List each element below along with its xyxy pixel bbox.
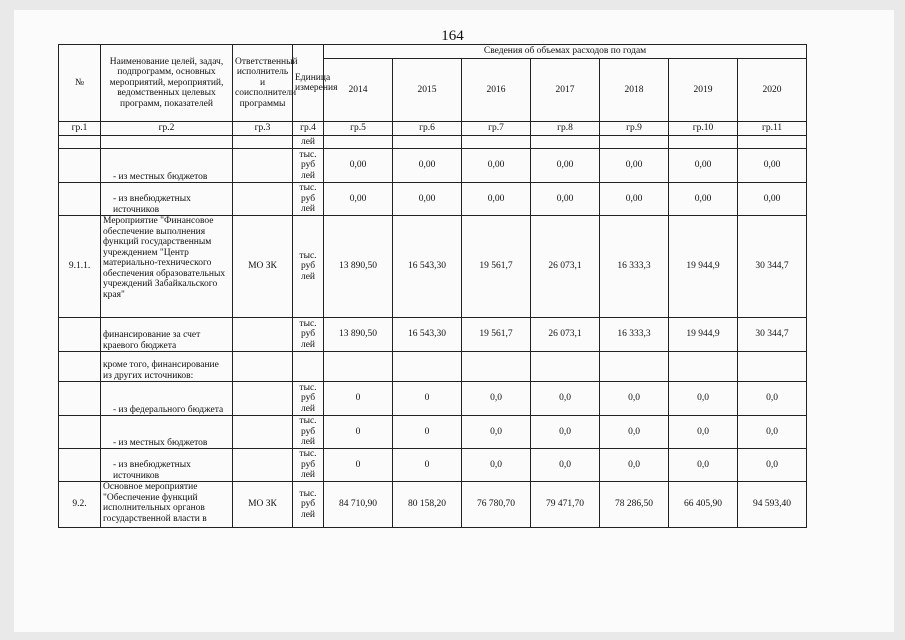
row-value: 0,00: [393, 183, 462, 216]
row-name: Мероприятие "Финансовое обеспечение выполнения функций государственным учреждением "Центр материально-технического обеспечения образовательных учреждений Забайкальского края": [101, 216, 233, 318]
row-value: 79 471,70: [531, 482, 600, 528]
row-value: 0,00: [462, 183, 531, 216]
row-value: 0,0: [738, 449, 807, 482]
table-row: [59, 482, 807, 528]
row-value: 0,0: [531, 449, 600, 482]
row-value: 19 561,7: [462, 318, 531, 352]
table-row: [59, 183, 807, 216]
row-name: финансирование за счет краевого бюджета: [101, 318, 233, 352]
header-year: 2014: [324, 59, 393, 122]
row-value: 0,00: [324, 149, 393, 183]
row-value: 0,0: [738, 416, 807, 449]
row-num: [59, 449, 101, 482]
col-index: гр.8: [531, 122, 600, 136]
row-num: [59, 318, 101, 352]
row-num: [59, 382, 101, 416]
table-row: [59, 216, 807, 318]
row-value: 0,0: [738, 382, 807, 416]
header-num: №: [59, 45, 101, 122]
row-name: - из местных бюджетов: [101, 416, 233, 449]
row-value: 19 561,7: [462, 216, 531, 318]
row-responsible: [233, 149, 293, 183]
row-value: 0: [393, 449, 462, 482]
row-value: [738, 136, 807, 149]
row-value: 0: [324, 449, 393, 482]
row-value: 0: [393, 416, 462, 449]
row-unit: тыс. руб лей: [293, 149, 324, 183]
row-responsible: [233, 416, 293, 449]
row-value: 16 333,3: [600, 216, 669, 318]
row-value: [600, 352, 669, 382]
row-value: 13 890,50: [324, 318, 393, 352]
col-index: гр.3: [233, 122, 293, 136]
row-value: 84 710,90: [324, 482, 393, 528]
row-value: 66 405,90: [669, 482, 738, 528]
table-row: [59, 149, 807, 183]
row-name: - из внебюджетных источников: [101, 183, 233, 216]
row-name: - из местных бюджетов: [101, 149, 233, 183]
row-value: [462, 136, 531, 149]
row-value: 0,00: [531, 149, 600, 183]
row-num: 9.2.: [59, 482, 101, 528]
header-year: 2019: [669, 59, 738, 122]
table-row: [59, 416, 807, 449]
row-responsible: МО ЗК: [233, 482, 293, 528]
col-index: гр.2: [101, 122, 233, 136]
table-row: [59, 318, 807, 352]
row-value: 0,0: [669, 416, 738, 449]
row-value: [324, 136, 393, 149]
row-value: 76 780,70: [462, 482, 531, 528]
row-value: [600, 136, 669, 149]
row-value: 0: [393, 382, 462, 416]
row-value: [324, 352, 393, 382]
row-unit: тыс. руб лей: [293, 449, 324, 482]
row-num: 9.1.1.: [59, 216, 101, 318]
row-value: 30 344,7: [738, 216, 807, 318]
row-num: [59, 149, 101, 183]
row-value: 0,0: [462, 382, 531, 416]
row-value: 80 158,20: [393, 482, 462, 528]
row-value: 0,0: [669, 449, 738, 482]
row-unit: тыс. руб лей: [293, 216, 324, 318]
row-unit: тыс. руб лей: [293, 482, 324, 528]
row-name: [101, 136, 233, 149]
row-value: 0,0: [600, 449, 669, 482]
row-num: [59, 416, 101, 449]
header-name: Наименование целей, задач, подпрограмм, основных мероприятий, мероприятий, ведомственных целевых программ, показателей: [101, 45, 233, 122]
col-index: гр.11: [738, 122, 807, 136]
row-responsible: [233, 449, 293, 482]
row-num: [59, 183, 101, 216]
row-value: [462, 352, 531, 382]
header-years-group: Сведения об объемах расходов по годам: [324, 45, 807, 59]
row-name: - из федерального бюджета: [101, 382, 233, 416]
row-unit: [293, 352, 324, 382]
table-row: [59, 136, 807, 149]
row-value: [531, 352, 600, 382]
row-value: 0,0: [462, 416, 531, 449]
row-value: 0,00: [393, 149, 462, 183]
row-value: [669, 352, 738, 382]
header-unit: Единица измерения: [293, 45, 324, 122]
row-value: 0,00: [324, 183, 393, 216]
row-responsible: [233, 136, 293, 149]
header-year: 2020: [738, 59, 807, 122]
row-num: [59, 136, 101, 149]
table-row: [59, 449, 807, 482]
col-index: гр.7: [462, 122, 531, 136]
row-value: 0,0: [669, 382, 738, 416]
row-value: 0,0: [531, 416, 600, 449]
header-year: 2015: [393, 59, 462, 122]
row-value: 0,00: [462, 149, 531, 183]
row-value: 16 333,3: [600, 318, 669, 352]
row-value: 0,00: [738, 149, 807, 183]
row-responsible: [233, 318, 293, 352]
header-year: 2018: [600, 59, 669, 122]
row-value: 13 890,50: [324, 216, 393, 318]
row-responsible: [233, 382, 293, 416]
row-value: 0,0: [600, 416, 669, 449]
header-year: 2017: [531, 59, 600, 122]
row-value: 0,00: [738, 183, 807, 216]
col-index: гр.9: [600, 122, 669, 136]
row-value: 30 344,7: [738, 318, 807, 352]
row-value: 0,0: [462, 449, 531, 482]
row-value: 0,0: [600, 382, 669, 416]
row-value: 0: [324, 416, 393, 449]
expenditure-table: [58, 44, 807, 528]
row-responsible: [233, 352, 293, 382]
row-unit: тыс. руб лей: [293, 382, 324, 416]
row-responsible: [233, 183, 293, 216]
row-unit: тыс. руб лей: [293, 416, 324, 449]
row-value: 19 944,9: [669, 216, 738, 318]
row-value: [738, 352, 807, 382]
row-value: 0,00: [669, 149, 738, 183]
col-index: гр.6: [393, 122, 462, 136]
row-num: [59, 352, 101, 382]
row-value: 26 073,1: [531, 318, 600, 352]
row-value: 19 944,9: [669, 318, 738, 352]
col-index: гр.4: [293, 122, 324, 136]
row-value: 0,00: [669, 183, 738, 216]
header-responsible: Ответственный исполнитель и соисполнители программы: [233, 45, 293, 122]
row-value: 26 073,1: [531, 216, 600, 318]
row-value: [393, 136, 462, 149]
row-value: 0,0: [531, 382, 600, 416]
row-name: - из внебюджетных источников: [101, 449, 233, 482]
row-value: 0,00: [531, 183, 600, 216]
col-index: гр.5: [324, 122, 393, 136]
row-value: [393, 352, 462, 382]
row-value: 94 593,40: [738, 482, 807, 528]
page-number: 164: [441, 28, 464, 44]
row-value: 78 286,50: [600, 482, 669, 528]
row-name: Основное мероприятие "Обеспечение функций исполнительных органов государственной власти в: [101, 482, 233, 528]
row-value: [669, 136, 738, 149]
row-responsible: МО ЗК: [233, 216, 293, 318]
header-year: 2016: [462, 59, 531, 122]
table-row: [59, 352, 807, 382]
row-value: 0,00: [600, 183, 669, 216]
table-row: [59, 382, 807, 416]
row-unit: лей: [293, 136, 324, 149]
row-value: 16 543,30: [393, 318, 462, 352]
row-value: 16 543,30: [393, 216, 462, 318]
row-value: 0,00: [600, 149, 669, 183]
col-index: гр.1: [59, 122, 101, 136]
row-unit: тыс. руб лей: [293, 318, 324, 352]
row-value: 0: [324, 382, 393, 416]
col-index: гр.10: [669, 122, 738, 136]
row-value: [531, 136, 600, 149]
row-name: кроме того, финансирование из других источников:: [101, 352, 233, 382]
row-unit: тыс. руб лей: [293, 183, 324, 216]
